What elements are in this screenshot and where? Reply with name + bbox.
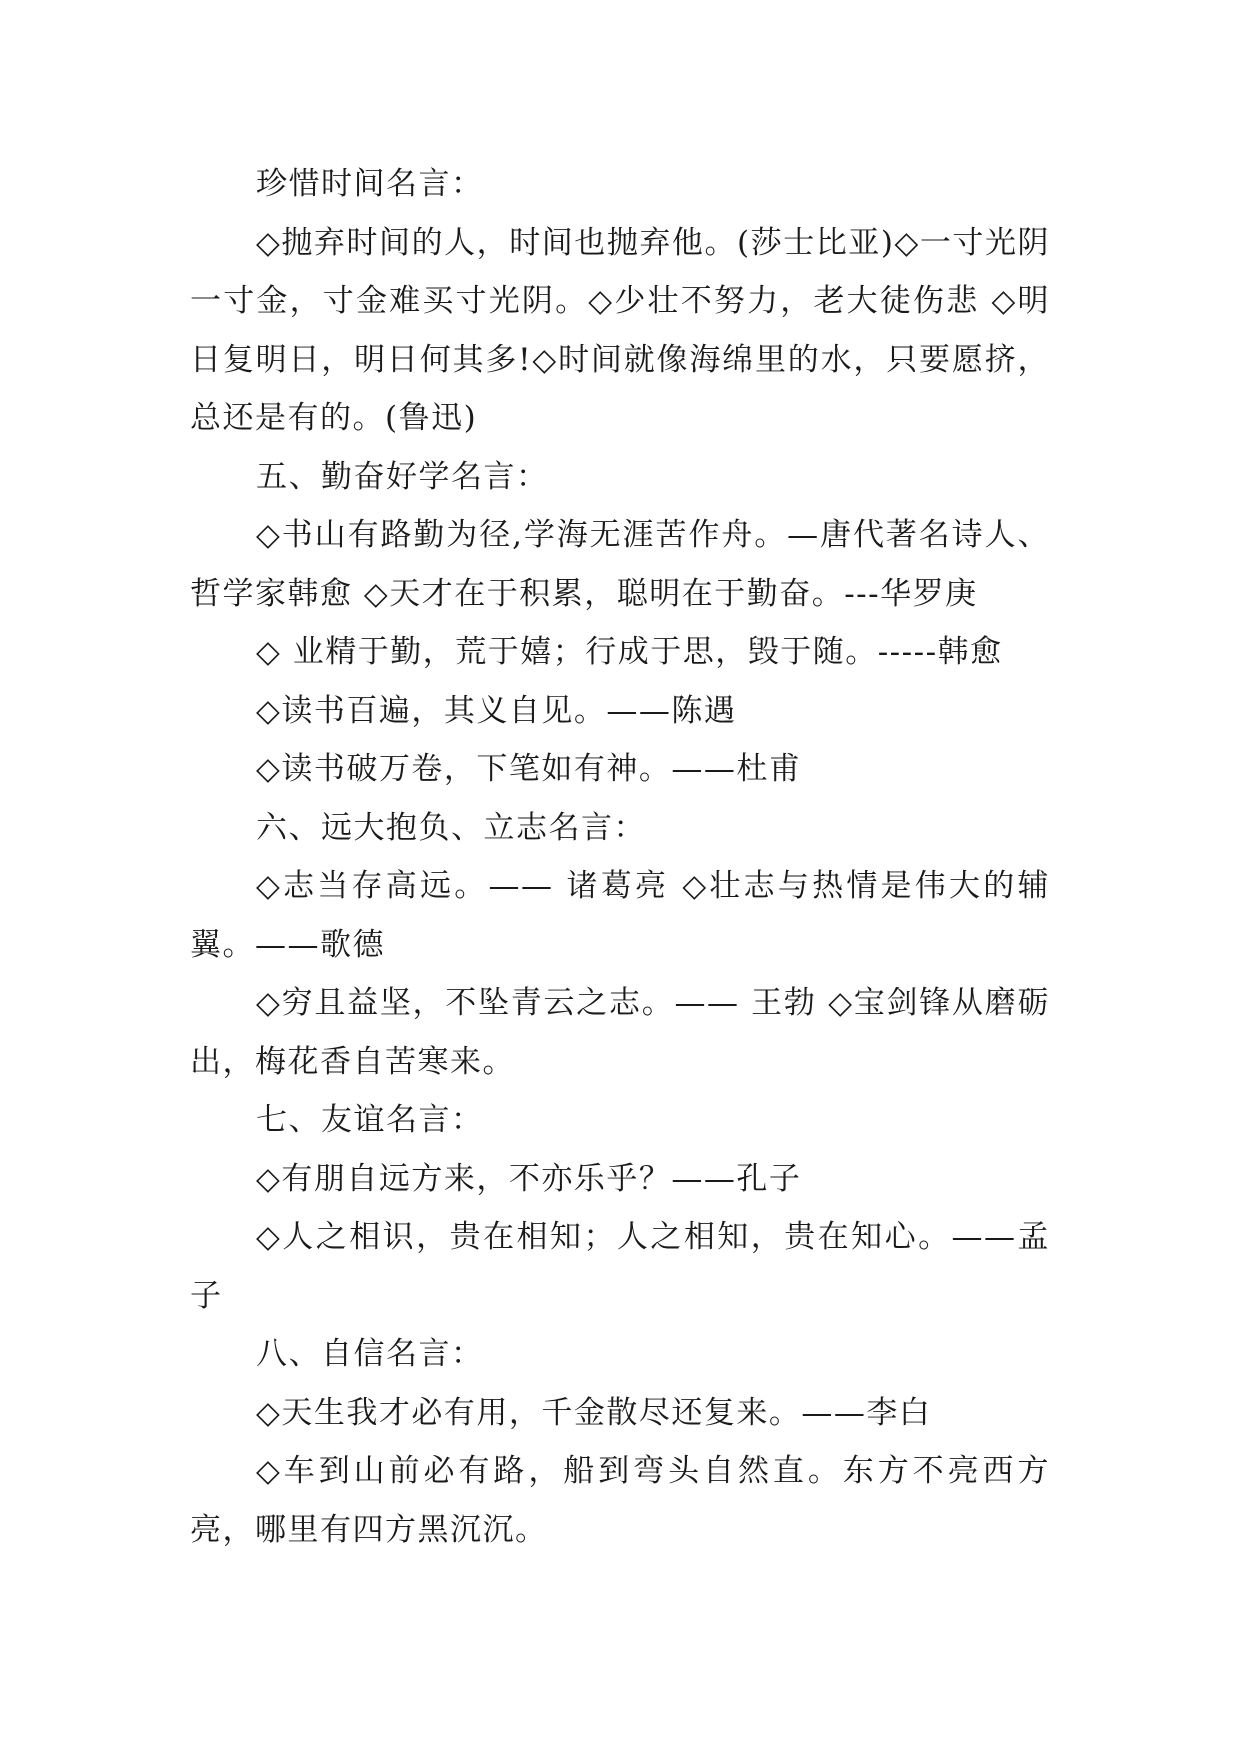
heading-friendship: 七、友谊名言：: [256, 1102, 484, 1138]
quote-paragraph-diligence-4: ◇读书破万卷，下笔如有神。——杜甫: [256, 751, 802, 787]
document-body: [190, 155, 1050, 1559]
heading-cherish-time: 珍惜时间名言：: [256, 166, 484, 202]
quote-paragraph-friendship-1: ◇有朋自远方来，不亦乐乎？——孔子: [256, 1160, 802, 1197]
heading-ambition: 六、远大抱负、立志名言：: [256, 809, 646, 846]
quote-paragraph-confidence-1: ◇天生我才必有用，千金散尽还复来。——李白: [256, 1394, 932, 1431]
quote-paragraph-friendship-2: ◇人之相识，贵在相知；人之相知，贵在知心。——孟子: [190, 1219, 1050, 1314]
heading-confidence: 八、自信名言：: [256, 1336, 484, 1372]
quote-paragraph-diligence-2: ◇ 业精于勤，荒于嬉；行成于思，毁于随。-----韩愈: [256, 634, 1003, 670]
quote-paragraph-ambition-1: ◇志当存高远。—— 诸葛亮 ◇壮志与热情是伟大的辅翼。——歌德: [190, 868, 1050, 963]
quote-paragraph-ambition-2: ◇穷且益坚，不坠青云之志。—— 王勃 ◇宝剑锋从磨砺出，梅花香自苦寒来。: [190, 985, 1050, 1080]
quote-paragraph-time: ◇抛弃时间的人，时间也抛弃他。(莎士比亚)◇一寸光阴一寸金，寸金难买寸光阴。◇少壮不努力，老大徒伤悲 ◇明日复明日，明日何其多!◇时间就像海绵里的水，只要愿挤，总还是有的。(鲁迅): [190, 224, 1050, 436]
quote-paragraph-diligence-1: ◇书山有路勤为径,学海无涯苦作舟。—唐代著名诗人、哲学家韩愈 ◇天才在于积累，聪明在于勤奋。---华罗庚: [190, 517, 1050, 612]
quote-paragraph-diligence-3: ◇读书百遍，其义自见。——陈遇: [256, 692, 737, 729]
quote-paragraph-confidence-2: ◇车到山前必有路，船到弯头自然直。东方不亮西方亮，哪里有四方黑沉沉。: [190, 1453, 1050, 1548]
heading-diligence: 五、勤奋好学名言：: [256, 458, 549, 495]
